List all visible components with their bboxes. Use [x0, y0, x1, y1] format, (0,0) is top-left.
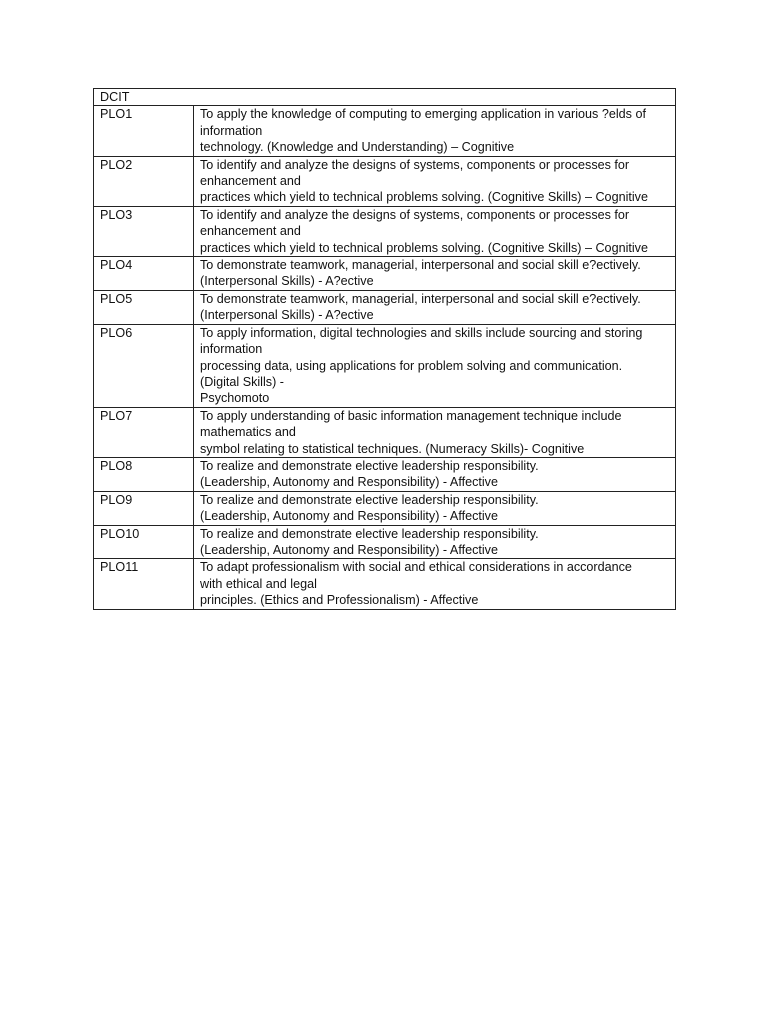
plo-description-line: Psychomoto [200, 391, 270, 406]
plo-code-cell: PLO9 [94, 491, 194, 525]
table-row [94, 290, 676, 324]
plo-code-cell: PLO1 [94, 106, 194, 156]
plo-code-cell: PLO5 [94, 290, 194, 324]
plo-description-line: information [200, 123, 263, 138]
table-row [94, 457, 676, 491]
plo-description-cell [194, 525, 676, 559]
table-row [94, 407, 676, 457]
plo-description-line: (Interpersonal Skills) - A?ective [200, 274, 374, 289]
plo-code-cell: PLO10 [94, 525, 194, 559]
table-row [94, 206, 676, 256]
plo-table [93, 88, 676, 610]
plo-description-line: To apply the knowledge of computing to emerging application in various ?elds of [200, 107, 646, 122]
plo-description-line: practices which yield to technical problems solving. (Cognitive Skills) – Cognitive [200, 240, 648, 255]
plo-description-line: To identify and analyze the designs of systems, components or processes for [200, 207, 630, 222]
plo-description-cell [194, 106, 676, 156]
plo-description-line: (Leadership, Autonomy and Responsibility) - Affective [200, 509, 498, 524]
plo-description-line: symbol relating to statistical techniques. (Numeracy Skills)- Cognitive [200, 441, 585, 456]
plo-code-cell: PLO2 [94, 156, 194, 206]
plo-description-line: enhancement and [200, 224, 301, 239]
plo-description-line: To adapt professionalism with social and ethical considerations in accordance [200, 560, 632, 575]
table-row [94, 491, 676, 525]
plo-description-cell [194, 290, 676, 324]
plo-description-cell [194, 491, 676, 525]
plo-description-line: information [200, 342, 263, 357]
plo-description-line: processing data, using applications for problem solving and communication. [200, 358, 623, 373]
plo-description-line: To demonstrate teamwork, managerial, interpersonal and social skill e?ectively. [200, 291, 641, 306]
plo-description-cell [194, 257, 676, 291]
plo-code-cell: PLO7 [94, 407, 194, 457]
plo-description-line: practices which yield to technical problems solving. (Cognitive Skills) – Cognitive [200, 190, 648, 205]
table-row [94, 257, 676, 291]
table-header-cell: DCIT [94, 89, 676, 106]
plo-description-line: technology. (Knowledge and Understanding) – Cognitive [200, 140, 515, 155]
plo-description-line: (Digital Skills) - [200, 374, 284, 389]
plo-description-line: (Leadership, Autonomy and Responsibility) - Affective [200, 475, 498, 490]
plo-description-cell [194, 457, 676, 491]
plo-code-cell: PLO6 [94, 324, 194, 407]
plo-description-line: To identify and analyze the designs of systems, components or processes for [200, 157, 630, 172]
plo-code-cell: PLO3 [94, 206, 194, 256]
table-row [94, 324, 676, 407]
plo-description-line: principles. (Ethics and Professionalism) - Affective [200, 593, 479, 608]
plo-description-cell [194, 206, 676, 256]
plo-description-line: enhancement and [200, 174, 301, 189]
plo-description-line: To realize and demonstrate elective leadership responsibility. [200, 458, 539, 473]
plo-description-line: To apply understanding of basic information management technique include [200, 408, 622, 423]
plo-description-line: (Leadership, Autonomy and Responsibility) - Affective [200, 542, 498, 557]
plo-description-cell [194, 324, 676, 407]
plo-code-cell: PLO11 [94, 559, 194, 609]
table-row [94, 106, 676, 156]
plo-description-line: To realize and demonstrate elective leadership responsibility. [200, 492, 539, 507]
plo-code-cell: PLO8 [94, 457, 194, 491]
table-row [94, 559, 676, 609]
plo-description-line: To realize and demonstrate elective leadership responsibility. [200, 526, 539, 541]
plo-description-line: To demonstrate teamwork, managerial, interpersonal and social skill e?ectively. [200, 258, 641, 273]
plo-description-line: To apply information, digital technologies and skills include sourcing and storing [200, 325, 643, 340]
table-header-row [94, 89, 676, 106]
table-row [94, 525, 676, 559]
plo-table-body [94, 89, 676, 610]
plo-description-cell [194, 559, 676, 609]
plo-description-line: with ethical and legal [200, 576, 317, 591]
plo-description-line: (Interpersonal Skills) - A?ective [200, 308, 374, 323]
plo-code-cell: PLO4 [94, 257, 194, 291]
plo-description-cell [194, 407, 676, 457]
table-row [94, 156, 676, 206]
plo-description-line: mathematics and [200, 425, 296, 440]
plo-description-cell [194, 156, 676, 206]
